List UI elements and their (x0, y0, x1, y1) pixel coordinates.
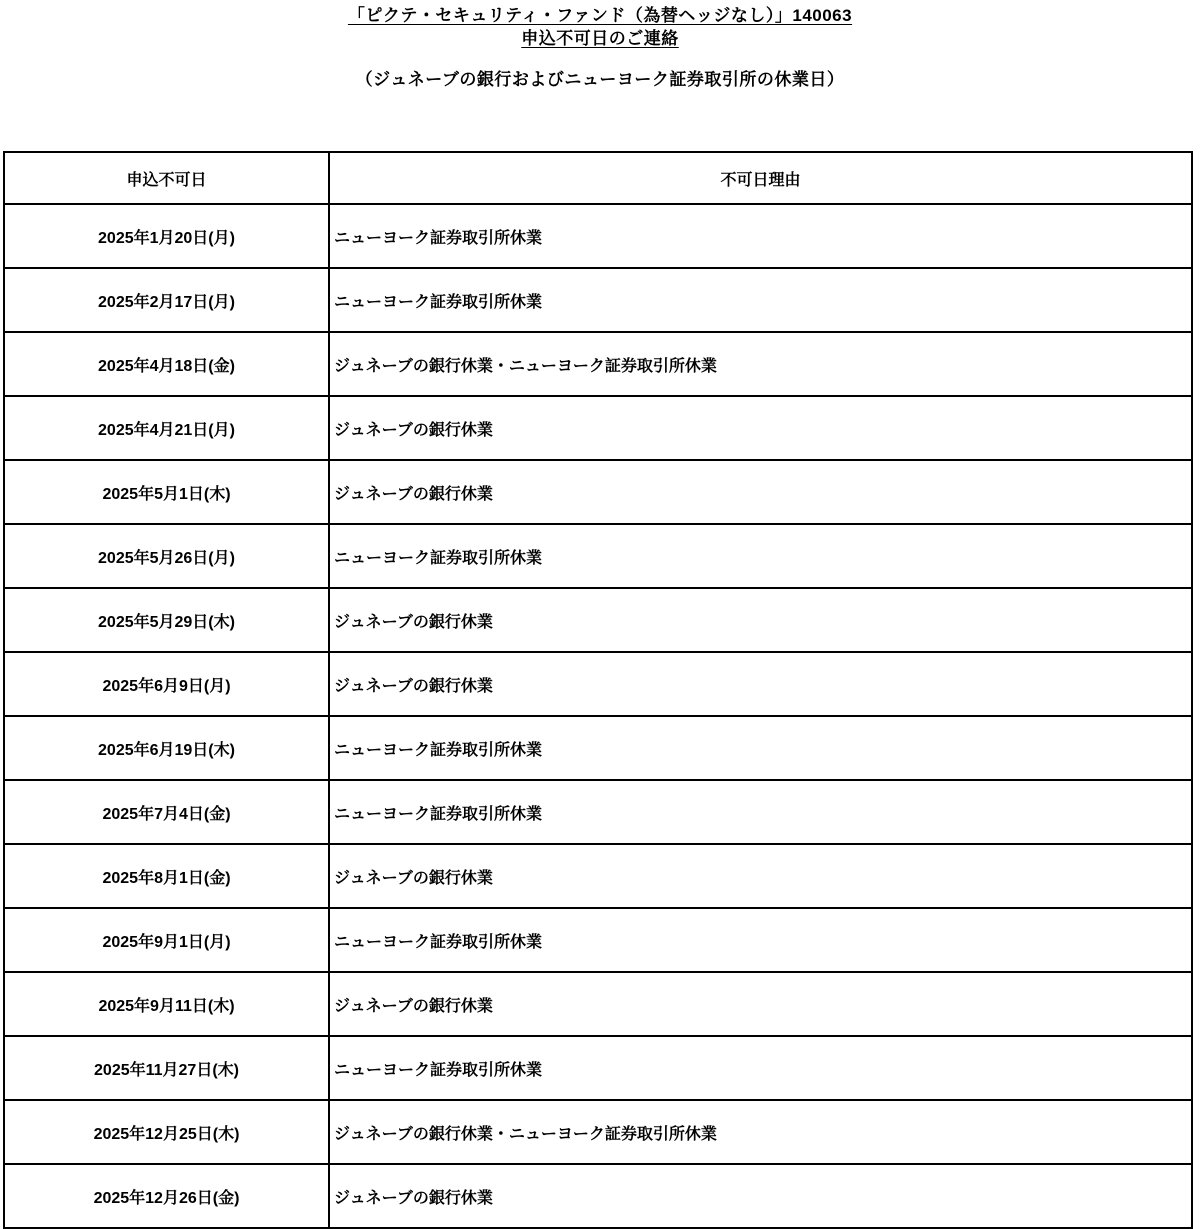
table-body (4, 204, 1192, 1228)
reason-cell: ニューヨーク証券取引所休業 (329, 268, 1192, 332)
date-cell: 2025年5月1日(木) (4, 460, 329, 524)
reason-cell: ニューヨーク証券取引所休業 (329, 524, 1192, 588)
date-cell: 2025年7月4日(金) (4, 780, 329, 844)
table-row (4, 780, 1192, 844)
table-row (4, 652, 1192, 716)
date-cell: 2025年6月19日(木) (4, 716, 329, 780)
column-header-date: 申込不可日 (4, 152, 329, 204)
reason-cell: ジュネーブの銀行休業・ニューヨーク証券取引所休業 (329, 332, 1192, 396)
date-cell: 2025年12月26日(金) (4, 1164, 329, 1228)
table-row (4, 716, 1192, 780)
table-row (4, 588, 1192, 652)
table-row (4, 1100, 1192, 1164)
reason-cell: ジュネーブの銀行休業 (329, 460, 1192, 524)
reason-cell: ジュネーブの銀行休業 (329, 396, 1192, 460)
date-cell: 2025年9月11日(木) (4, 972, 329, 1036)
reason-cell: ジュネーブの銀行休業 (329, 588, 1192, 652)
reason-cell: ニューヨーク証券取引所休業 (329, 716, 1192, 780)
table-row (4, 1164, 1192, 1228)
column-header-reason: 不可日理由 (329, 152, 1192, 204)
document-title: 「ピクテ・セキュリティ・ファンド（為替ヘッジなし）」140063 (347, 6, 853, 25)
date-cell: 2025年4月18日(金) (4, 332, 329, 396)
table-row (4, 972, 1192, 1036)
document-subtitle: 申込不可日のご連絡 (521, 29, 679, 48)
reason-cell: ジュネーブの銀行休業・ニューヨーク証券取引所休業 (329, 1100, 1192, 1164)
date-cell: 2025年5月29日(木) (4, 588, 329, 652)
reason-cell: ジュネーブの銀行休業 (329, 652, 1192, 716)
reason-cell: ジュネーブの銀行休業 (329, 1164, 1192, 1228)
document-note: （ジュネーブの銀行およびニューヨーク証券取引所の休業日） (355, 70, 845, 89)
reason-cell: ニューヨーク証券取引所休業 (329, 204, 1192, 268)
table-row (4, 268, 1192, 332)
table-row (4, 908, 1192, 972)
reason-cell: ジュネーブの銀行休業 (329, 844, 1192, 908)
date-cell: 2025年6月9日(月) (4, 652, 329, 716)
date-cell: 2025年5月26日(月) (4, 524, 329, 588)
date-cell: 2025年11月27日(木) (4, 1036, 329, 1100)
date-cell: 2025年2月17日(月) (4, 268, 329, 332)
table-row (4, 204, 1192, 268)
table-row (4, 460, 1192, 524)
reason-cell: ニューヨーク証券取引所休業 (329, 780, 1192, 844)
table-row (4, 844, 1192, 908)
date-cell: 2025年4月21日(月) (4, 396, 329, 460)
table-header-row (4, 152, 1192, 204)
holiday-table (3, 151, 1193, 1229)
reason-cell: ニューヨーク証券取引所休業 (329, 908, 1192, 972)
table-row (4, 524, 1192, 588)
date-cell: 2025年1月20日(月) (4, 204, 329, 268)
date-cell: 2025年9月1日(月) (4, 908, 329, 972)
table-row (4, 396, 1192, 460)
date-cell: 2025年12月25日(木) (4, 1100, 329, 1164)
reason-cell: ニューヨーク証券取引所休業 (329, 1036, 1192, 1100)
table-row (4, 1036, 1192, 1100)
title-block (0, 0, 1200, 90)
table-row (4, 332, 1192, 396)
date-cell: 2025年8月1日(金) (4, 844, 329, 908)
reason-cell: ジュネーブの銀行休業 (329, 972, 1192, 1036)
